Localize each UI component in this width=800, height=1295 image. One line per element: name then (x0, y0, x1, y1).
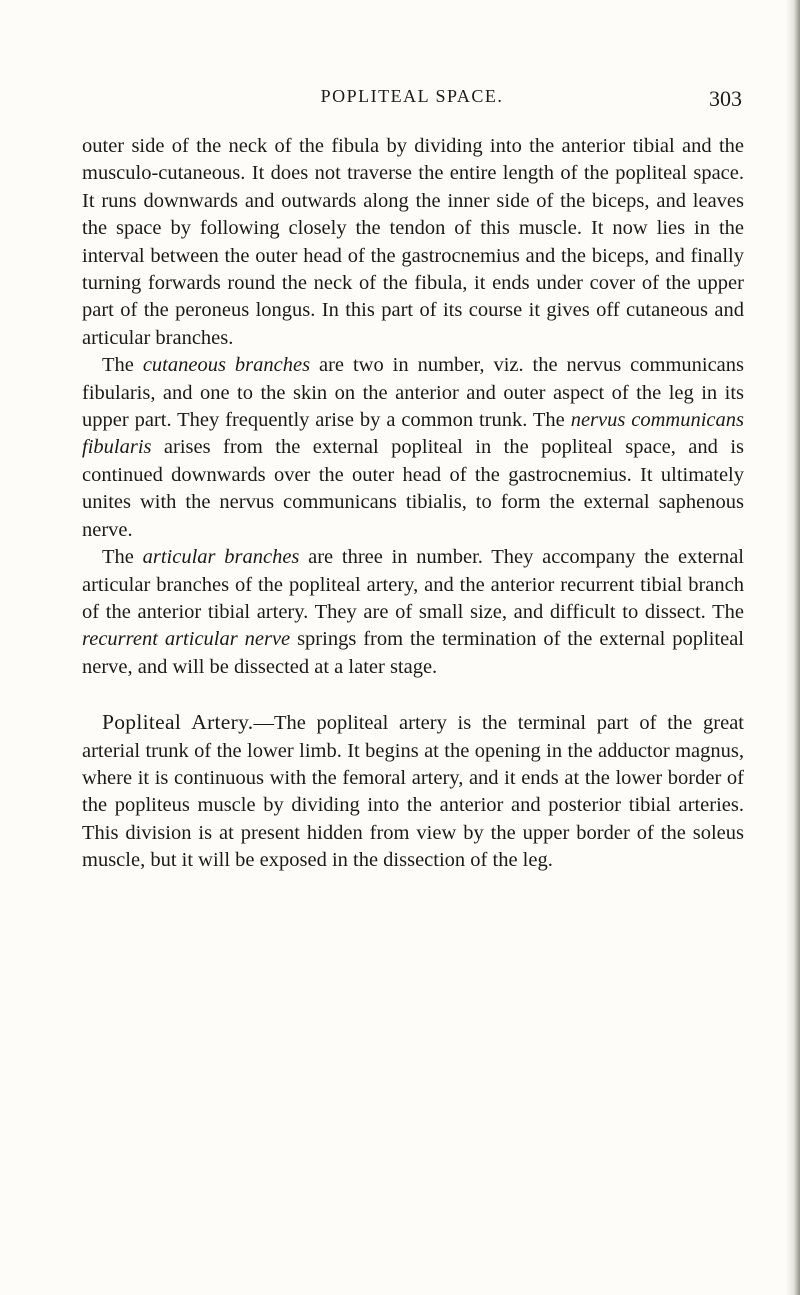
paragraph-articular-branches (82, 544, 744, 681)
page-number: 303 (709, 86, 742, 111)
italic-term-nervus-communicans-fibularis: nervus communicans fibularis (82, 409, 744, 459)
italic-term-articular-branches: articular branches (142, 546, 300, 569)
page-header (82, 86, 742, 116)
text-run: are three in number. They accompany the external articular branches of the popliteal artery, and the anterior recurrent tibial branch of the anterior tibial artery. They are of small size, and difficult to dissect. The (82, 546, 744, 623)
text-run: are two in number, viz. the nervus communicans fibularis, and one to the skin on the anterior and outer aspect of the leg in its upper part. They frequently arise by a common trunk. The (82, 354, 745, 432)
text-run: springs from the termination of the external popliteal nerve, and will be dissected at a later stage. (82, 628, 744, 678)
paragraph-cutaneous-branches (82, 352, 744, 544)
text-run: —The popliteal artery is the terminal part of the great arterial trunk of the lower limb. It begins at the opening in the adductor magnus, where it is continuous with the femoral artery, and it ends at the lower border of the popliteus muscle by dividing into the anterior and posterior tibial arteries. This division is at present hidden from view by the upper border of the soleus muscle, but it will be exposed in the dissection of the leg. (82, 712, 744, 872)
running-head: POPLITEAL SPACE. (320, 86, 504, 106)
italic-term-recurrent-articular-nerve: recurrent articular nerve (82, 628, 291, 651)
text-run: The (102, 354, 143, 377)
body-text (82, 133, 744, 875)
italic-term-cutaneous-branches: cutaneous branches (142, 354, 311, 377)
paragraph-popliteal-artery (82, 709, 744, 874)
section-heading-popliteal-artery: Popliteal Artery. (102, 710, 254, 735)
paragraph-external-popliteal-course: outer side of the neck of the fibula by dividing into the anterior tibial and the musculo-cutaneous. It does not traverse the entire length of the popliteal space. It runs downwards and outwards along the inner side of the biceps, and leaves the space by following closely the tendon of this muscle. It now lies in the interval between the outer head of the gastrocnemius and the biceps, and finally turning forwards round the neck of the fibula, it ends under cover of the upper part of the peroneus longus. In this part of its course it gives off cutaneous and articular branches. (82, 135, 744, 349)
page-edge-shadow (786, 0, 800, 1295)
text-run: arises from the external popliteal in the popliteal space, and is continued downwards over the outer head of the gastrocnemius. It ultimately unites with the nervus communicans tibialis, to form the external saphenous nerve. (82, 436, 744, 541)
text-run: The (102, 546, 143, 569)
